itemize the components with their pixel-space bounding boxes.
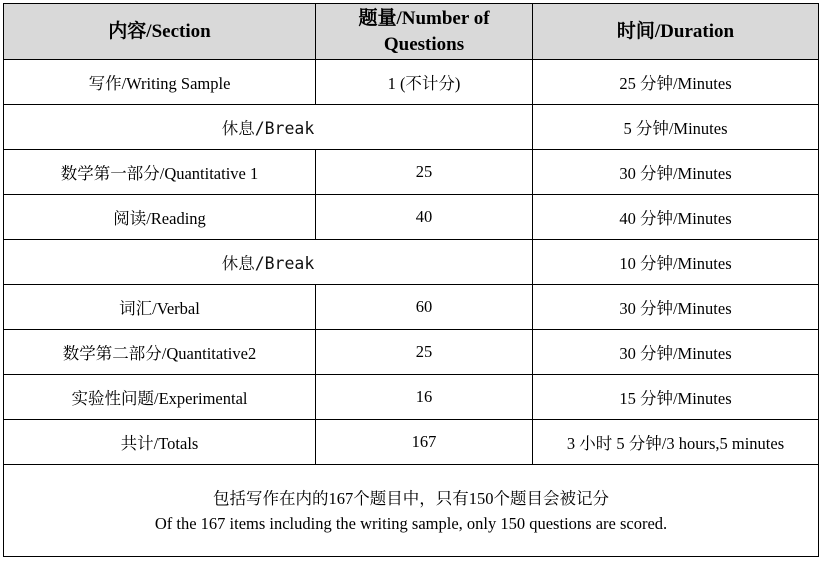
section-cell: 写作/Writing Sample — [4, 60, 316, 105]
header-questions-line1: 题量/Number of — [358, 7, 490, 29]
duration-cell: 15 分钟/Minutes — [533, 375, 819, 420]
table-row — [4, 60, 819, 105]
table-row — [4, 150, 819, 195]
questions-cell: 16 — [316, 375, 533, 420]
questions-cell: 25 — [316, 330, 533, 375]
questions-cell: 60 — [316, 285, 533, 330]
duration-cell: 25 分钟/Minutes — [533, 60, 819, 105]
duration-cell: 30 分钟/Minutes — [533, 150, 819, 195]
section-cell: 实验性问题/Experimental — [4, 375, 316, 420]
footnote-cell — [4, 465, 819, 557]
break-label-cell: 休息/Break — [4, 240, 533, 285]
duration-cell: 10 分钟/Minutes — [533, 240, 819, 285]
duration-cell: 30 分钟/Minutes — [533, 330, 819, 375]
duration-cell: 3 小时 5 分钟/3 hours,5 minutes — [533, 420, 819, 465]
section-cell: 阅读/Reading — [4, 195, 316, 240]
table-row — [4, 195, 819, 240]
table-row — [4, 285, 819, 330]
header-duration: 时间/Duration — [533, 4, 819, 60]
table-row-break — [4, 240, 819, 285]
table-row-break — [4, 105, 819, 150]
header-row — [4, 4, 819, 60]
questions-cell: 1 (不计分) — [316, 60, 533, 105]
footnote-english: Of the 167 items including the writing sample, only 150 questions are scored. — [154, 513, 668, 533]
header-questions — [316, 4, 533, 60]
duration-cell: 5 分钟/Minutes — [533, 105, 819, 150]
footnote-row — [4, 465, 819, 557]
header-section: 内容/Section — [4, 4, 316, 60]
section-cell: 数学第一部分/Quantitative 1 — [4, 150, 316, 195]
duration-cell: 30 分钟/Minutes — [533, 285, 819, 330]
questions-cell: 40 — [316, 195, 533, 240]
header-questions-line2: Questions — [383, 33, 465, 55]
section-cell: 词汇/Verbal — [4, 285, 316, 330]
questions-cell: 167 — [316, 420, 533, 465]
duration-cell: 40 分钟/Minutes — [533, 195, 819, 240]
footnote-chinese: 包括写作在内的167个题目中，只有150个题目会被记分 — [213, 488, 609, 508]
table-row — [4, 375, 819, 420]
questions-cell: 25 — [316, 150, 533, 195]
section-cell: 共计/Totals — [4, 420, 316, 465]
test-schedule-table — [3, 3, 819, 557]
section-cell: 数学第二部分/Quantitative2 — [4, 330, 316, 375]
table-row — [4, 330, 819, 375]
totals-row — [4, 420, 819, 465]
break-label-cell: 休息/Break — [4, 105, 533, 150]
